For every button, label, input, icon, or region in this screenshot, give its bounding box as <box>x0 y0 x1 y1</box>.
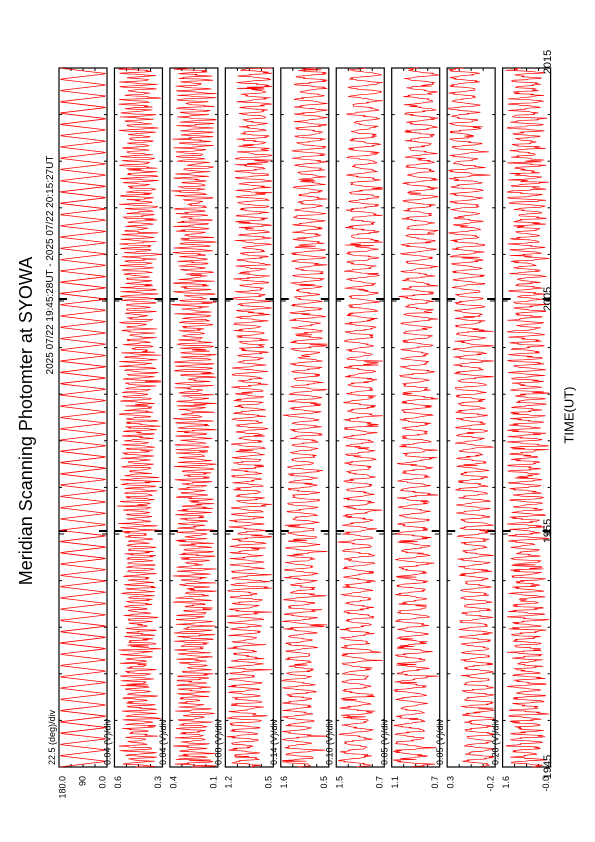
series-trace <box>282 68 327 767</box>
series-trace <box>117 68 161 767</box>
panel-8 <box>435 68 495 792</box>
panel-scale-label: 22.5 (deg)/div <box>47 709 57 765</box>
panel-scale-label: 0.20 (V)/div <box>490 718 501 765</box>
y-tick-label: 1.6 <box>279 776 290 789</box>
y-tick-label: 0.7 <box>374 776 385 789</box>
y-tick-label: 0.3 <box>152 776 163 789</box>
panel-scale-label: 0.05 (V)/div <box>435 718 446 765</box>
panel-scale-label: 0.14 (V)/div <box>268 718 279 765</box>
y-tick-label: 0.5 <box>319 776 330 789</box>
panel-2 <box>102 68 162 789</box>
chart-title: Meridian Scanning Photomter at SYOWA <box>15 256 36 586</box>
panel-7 <box>380 68 440 789</box>
panel-scale-label: 0.04 (V)/div <box>102 718 113 765</box>
y-tick-label: 0.1 <box>208 776 219 789</box>
panels <box>47 68 551 799</box>
time-range-header: 2025 07/22 19:45:28UT - 2025 07/22 20:15:27UT <box>45 155 56 375</box>
x-tick-label: 1955 <box>541 518 554 544</box>
y-tick-label: 0.7 <box>430 776 441 789</box>
series-trace <box>227 68 272 767</box>
panel-3 <box>158 68 218 789</box>
x-tick-label: 1945 <box>541 754 554 780</box>
panel-1 <box>47 68 107 799</box>
y-tick-label: -0.2 <box>485 776 496 792</box>
panel-scale-label: 0.10 (V)/div <box>324 718 335 765</box>
panel-scale-label: 0.04 (V)/div <box>157 718 168 765</box>
panel-5 <box>269 68 329 789</box>
y-tick-label: 0.4 <box>168 776 179 789</box>
panel-9 <box>491 68 551 792</box>
y-tick-label: 1.6 <box>500 776 511 789</box>
y-tick-label: 1.1 <box>390 776 401 789</box>
panel-scale-label: 0.08 (V)/div <box>213 718 224 765</box>
y-tick-label: -0.0 <box>540 776 551 792</box>
panel-6 <box>324 68 384 789</box>
series-trace <box>338 68 383 767</box>
panel-4 <box>213 68 273 789</box>
x-tick-label: 2005 <box>541 286 554 312</box>
series-trace <box>449 68 494 767</box>
panel-frame <box>59 68 107 767</box>
x-axis-label: TIME(UT) <box>561 386 577 444</box>
y-tick-label: 180.0 <box>57 776 68 799</box>
y-tick-label: 1.2 <box>223 776 234 789</box>
y-tick-label: 1.5 <box>334 776 345 789</box>
y-tick-label: 0.3 <box>445 776 456 789</box>
y-tick-label: 0.6 <box>112 776 123 789</box>
y-tick-label: 0.5 <box>263 776 274 789</box>
series-trace <box>60 68 105 767</box>
series-trace <box>171 68 216 767</box>
series-trace <box>393 68 438 767</box>
x-tick-label: 2015 <box>541 49 554 75</box>
series-trace <box>505 68 549 767</box>
panel-scale-label: 0.05 (V)/div <box>379 718 390 765</box>
y-tick-label: 0.0 <box>97 776 108 789</box>
y-tick-label: 90 <box>77 776 88 787</box>
